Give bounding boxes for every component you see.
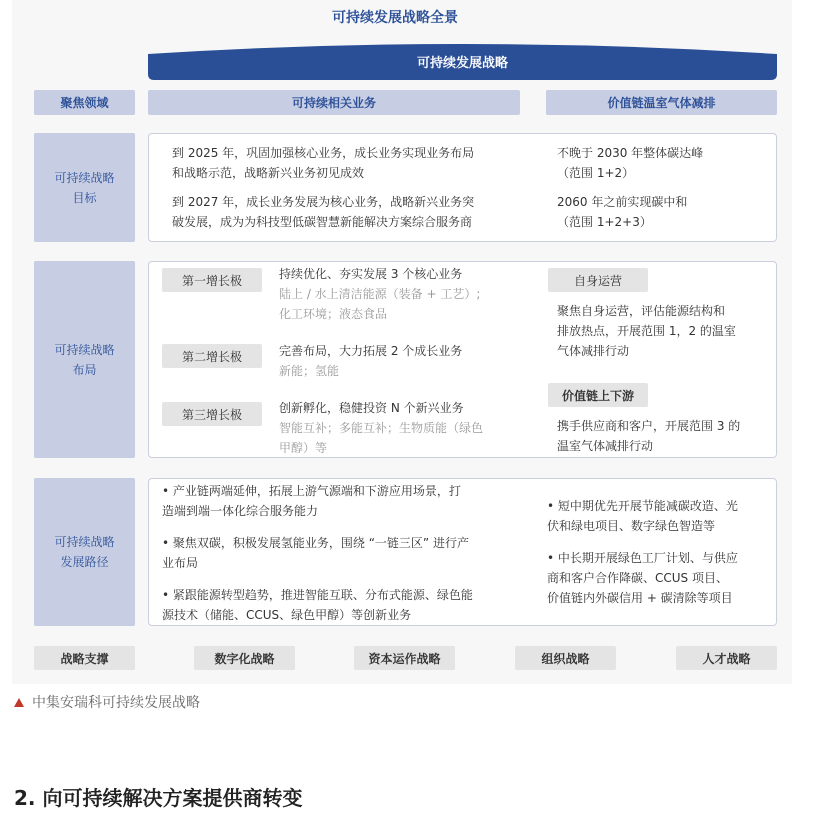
support-talent: 人才战略	[676, 646, 777, 670]
goals-left-text	[172, 143, 474, 232]
own-ops-line: 气体减排行动	[557, 344, 630, 358]
path-right-line: • 中长期开展绿色工厂计划、与供应	[547, 551, 738, 565]
path-left-line: • 聚焦双碳，积极发展氢能业务，围绕 “一链三区” 进行产	[162, 536, 469, 550]
side-path-line1: 可持续战略	[54, 535, 115, 549]
goals-left-line: 到 2025 年，巩固加强核心业务，成长业务实现业务布局	[172, 146, 475, 160]
side-layout-line1: 可持续战略	[54, 342, 115, 357]
header-business: 可持续相关业务	[148, 90, 520, 115]
value-chain-text	[557, 416, 740, 456]
growth-pole-3-sub: 甲醇）等	[279, 441, 328, 455]
side-layout	[34, 261, 135, 458]
value-chain-tag: 价值链上下游	[548, 383, 648, 407]
own-ops-tag: 自身运营	[548, 268, 648, 292]
growth-pole-2-sub: 新能；氢能	[279, 364, 340, 378]
side-path-line2: 发展路径	[60, 555, 109, 569]
growth-pole-1-sub: 化工环境；液态食品	[279, 307, 388, 321]
triangle-marker-icon	[14, 698, 24, 707]
growth-pole-2-tag: 第二增长极	[162, 344, 262, 368]
growth-pole-3-main: 创新孵化，稳健投资 N 个新兴业务	[279, 401, 464, 415]
diagram-title: 可持续发展战略全景	[332, 10, 458, 26]
caption-text: 中集安瑞科可持续发展战略	[32, 695, 200, 711]
path-left-list	[160, 481, 535, 625]
value-chain-line: 携手供应商和客户，开展范围 3 的	[557, 419, 741, 433]
side-goals	[34, 133, 135, 242]
path-right-line: 价值链内外碳信用 + 碳清除等项目	[547, 591, 733, 605]
path-left-item	[160, 585, 535, 625]
figure-caption	[14, 692, 200, 712]
path-right-line: 伏和绿电项目、数字绿色智造等	[547, 519, 716, 533]
value-chain-line: 温室气体减排行动	[557, 439, 654, 453]
growth-pole-3-text	[279, 398, 483, 458]
goals-right-text	[557, 143, 703, 232]
path-left-line: 业布局	[162, 556, 199, 570]
goals-right-line: （范围 1+2）	[557, 166, 635, 180]
growth-pole-2-text	[279, 341, 462, 381]
path-right-line: 商和客户合作降碳、CCUS 项目、	[547, 571, 728, 585]
path-right-line: • 短中期优先开展节能减碳改造、光	[547, 499, 738, 513]
own-ops-line: 聚焦自身运营，评估能源结构和	[557, 304, 726, 318]
growth-pole-2-main: 完善布局，大力拓展 2 个成长业务	[279, 344, 463, 358]
path-right-item	[545, 496, 773, 536]
path-left-item	[160, 533, 535, 573]
path-left-line: • 紧跟能源转型趋势，推进智能互联、分布式能源、绿色能	[162, 588, 473, 602]
growth-pole-1-sub: 陆上 / 水上清洁能源（装备 + 工艺）;	[279, 287, 481, 301]
side-layout-line2: 布局	[72, 362, 97, 377]
support-capital: 资本运作战略	[354, 646, 455, 670]
goals-left-line: 和战略示范，战略新兴业务初见成效	[172, 166, 365, 180]
side-path	[34, 478, 135, 626]
section-heading: 2. 向可持续解决方案提供商转变	[14, 786, 303, 810]
side-goals-line2: 目标	[72, 190, 97, 205]
goals-left-line: 到 2027 年，成长业务发展为核心业务，战略新兴业务突	[172, 195, 475, 209]
own-ops-text	[557, 301, 736, 361]
support-label: 战略支撑	[34, 646, 135, 670]
header-value-chain: 价值链温室气体减排	[546, 90, 777, 115]
path-left-line: 造端到端一体化综合服务能力	[162, 504, 319, 518]
growth-pole-3-sub: 智能互补；多能互补；生物质能（绿色	[279, 421, 484, 435]
path-left-item	[160, 481, 535, 521]
goals-left-line: 破发展，成为为科技型低碳智慧新能解决方案综合服务商	[172, 215, 473, 229]
goals-right-line: （范围 1+2+3）	[557, 215, 652, 229]
header-focus: 聚焦领域	[34, 90, 135, 115]
support-organization: 组织战略	[515, 646, 616, 670]
path-left-line: • 产业链两端延伸，拓展上游气源端和下游应用场景，打	[162, 484, 461, 498]
growth-pole-3-tag: 第三增长极	[162, 402, 262, 426]
path-right-item	[545, 548, 773, 608]
growth-pole-1-tag: 第一增长极	[162, 268, 262, 292]
own-ops-line: 排放热点，开展范围 1，2 的温室	[557, 324, 736, 338]
goals-right-line: 不晚于 2030 年整体碳达峰	[557, 146, 704, 160]
growth-pole-1-text	[279, 264, 480, 324]
roof-label: 可持续发展战略	[416, 56, 508, 71]
growth-pole-1-main: 持续优化、夯实发展 3 个核心业务	[279, 267, 463, 281]
side-goals-line1: 可持续战略	[54, 170, 115, 185]
goals-right-line: 2060 年之前实现碳中和	[557, 195, 688, 209]
path-right-list	[545, 496, 773, 608]
path-left-line: 源技术（储能、CCUS、绿色甲醇）等创新业务	[162, 608, 412, 622]
support-digital: 数字化战略	[194, 646, 295, 670]
